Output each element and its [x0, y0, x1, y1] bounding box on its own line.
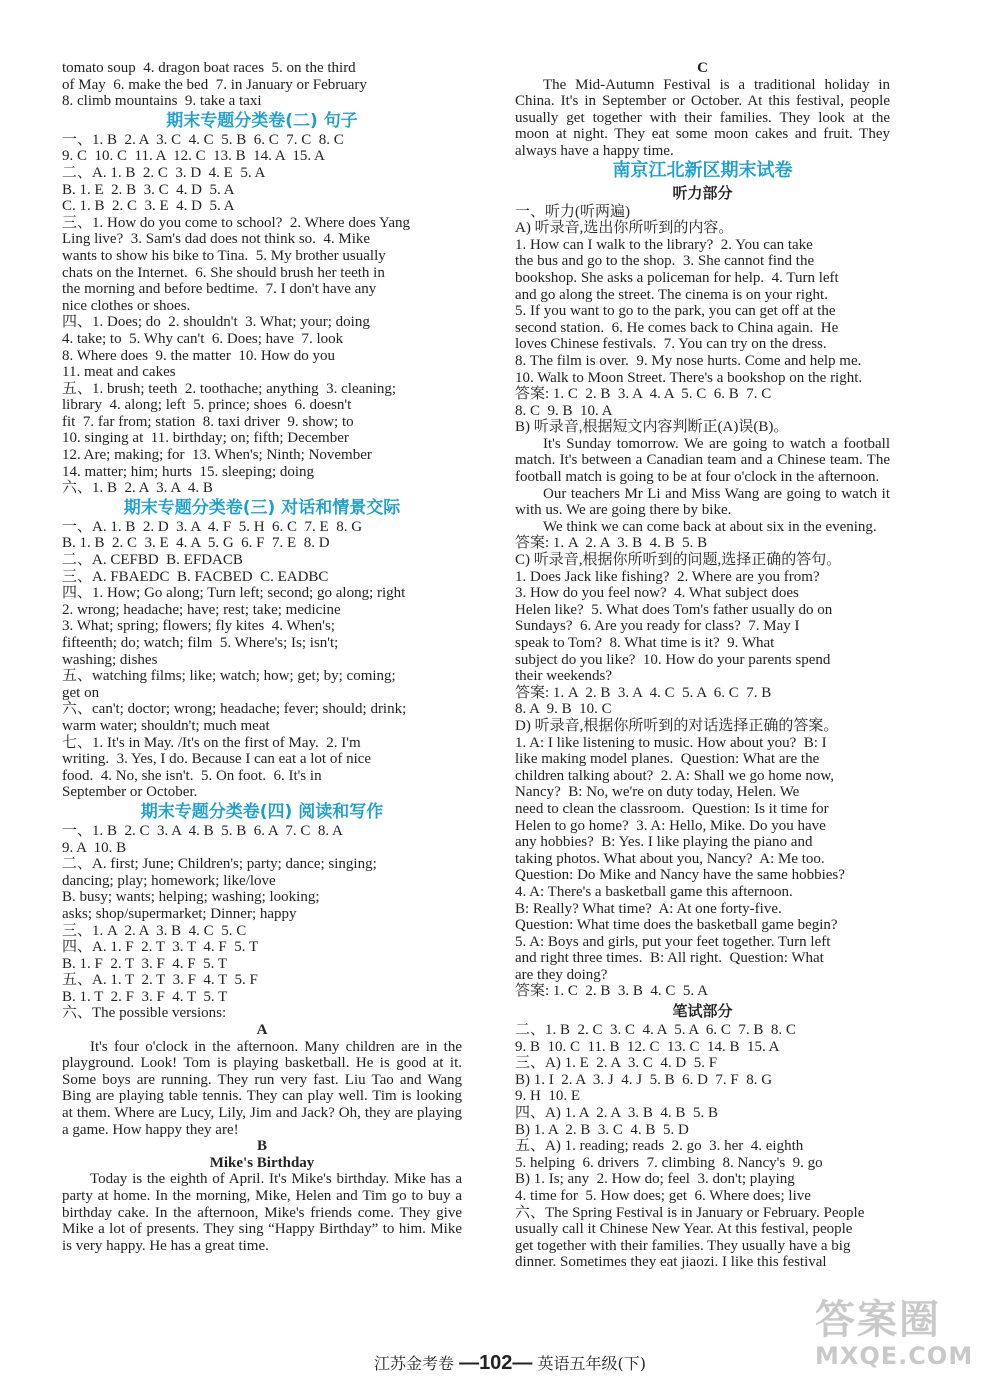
answer-line: 二、A. 1. B 2. C 3. D 4. E 5. A: [62, 164, 266, 181]
listening-title: 听力部分: [672, 183, 733, 202]
answer-line: 四、A. 1. F 2. T 3. T 4. F 5. T: [62, 939, 259, 956]
answer-line: 3. What; spring; flowers; fly kites 4. When's;: [62, 618, 335, 635]
answer-line: food. 4. No, she isn't. 5. On foot. 6. It's in: [62, 767, 322, 784]
essay-a-text: It's four o'clock in the afternoon. Many children are in the playground. Look! Tom is playing basketball. He is good at it. Some boys are running. They run very fast. Liu Tao and Wang Bing are playing table tennis. They can play well. Tim is looking at them. Where are Lucy, Lily, Jim and Jack? Oh, they are playing a game. How happy they are!: [62, 1038, 466, 1138]
answer-line: Question: Do Mike and Nancy have the same hobbies?: [515, 867, 845, 884]
answer-line: 五、watching films; like; watch; how; get; by; coming;: [62, 668, 396, 685]
watermark-logo: [815, 1297, 985, 1377]
answer-line: 8. A 9. B 10. C: [515, 701, 612, 718]
answer-line: Helen to go home? 3. A: Hello, Mike. Do you have: [515, 817, 826, 834]
section-title-reading-writing: 期末专题分类卷(四) 阅读和写作: [140, 801, 384, 822]
answer-line: 答案: 1. A 2. B 3. A 4. C 5. A 6. C 7. B: [515, 684, 772, 701]
answer-line: 六、can't; doctor; wrong; headache; fever; should; drink;: [62, 701, 407, 718]
answer-line: 1. How can I walk to the library? 2. You can take: [515, 236, 813, 253]
answer-line: chats on the Internet. 6. She should brush her teeth in: [62, 264, 385, 281]
answer-line: 3. How do you feel now? 4. What subject does: [515, 585, 799, 602]
answer-line: 9. C 10. C 11. A 12. C 13. B 14. A 15. A: [62, 148, 325, 165]
answer-line: their weekends?: [515, 668, 613, 685]
answer-line: 5. If you want to go to the park, you can get off at the: [515, 303, 836, 320]
answer-line: 答案: 1. C 2. B 3. A 4. A 5. C 6. B 7. C: [515, 386, 772, 403]
answer-line: 12. Are; making; for 13. When's; Ninth; November: [62, 447, 372, 464]
answer-line: September or October.: [62, 784, 198, 801]
answer-line: 1. Does Jack like fishing? 2. Where are you from?: [515, 568, 820, 585]
answer-line: B. 1. B 2. C 3. E 4. A 5. G 6. F 7. E 8. D: [62, 535, 330, 552]
answer-line: B. 1. T 2. F 3. F 4. T 5. T: [62, 988, 228, 1005]
answer-line: 11. meat and cakes: [62, 364, 176, 381]
answer-line: We think we can come back at about six in the evening.: [543, 518, 877, 535]
exam-title: 南京江北新区期末试卷: [612, 159, 793, 181]
section-title-sentences: 期末专题分类卷(二) 句子: [166, 110, 358, 131]
answer-line: 8. C 9. B 10. A: [515, 402, 613, 419]
answer-line: washing; dishes: [62, 651, 158, 668]
intro-answers: [62, 60, 462, 110]
answer-line: of May 6. make the bed 7. in January or February: [62, 76, 367, 93]
page-number: —102—: [459, 1352, 533, 1374]
answer-line: fifteenth; do; watch; film 5. Where's; Is; isn't;: [62, 635, 339, 651]
listening-passage: [515, 435, 894, 536]
answer-line: A) 听录音,选出你所听到的内容。: [515, 220, 734, 237]
answer-line: 一、1. B 2. A 3. C 4. C 5. B 6. C 7. C 8. C: [62, 131, 344, 148]
answer-line: 六、The Spring Festival is in January or February. People: [515, 1204, 865, 1221]
answer-line: Question: What time does the basketball game begin?: [515, 917, 838, 934]
answer-line: B) 1. I 2. A 3. J 4. J 5. B 6. D 7. F 8. G: [515, 1071, 773, 1088]
answer-line: C. 1. B 2. C 3. E 4. D 5. A: [62, 198, 235, 215]
section-sentences-answers: [62, 132, 462, 497]
answer-line: Our teachers Mr Li and Miss Wang are going to watch it with us. We are going there by bike.: [515, 485, 894, 519]
answer-line: 一、听力(听两遍): [515, 203, 630, 220]
answer-line: 三、1. A 2. A 3. B 4. C 5. C: [62, 922, 247, 939]
answer-line: and go along the street. The cinema is on your right.: [515, 286, 828, 303]
essay-b-title: Mike's Birthday: [209, 1154, 315, 1171]
answer-line: 一、1. B 2. C 3. A 4. B 5. B 6. A 7. C 8. A: [62, 822, 343, 839]
answer-line: 六、The possible versions:: [62, 1005, 227, 1022]
listening-part-2: [515, 535, 890, 1000]
answer-line: usually call it Chinese New Year. At this festival, people: [515, 1221, 853, 1238]
answer-line: B. 1. E 2. B 3. C 4. D 5. A: [62, 181, 235, 198]
answer-line: wants to show his bike to Tina. 5. My brother usually: [62, 247, 386, 264]
answer-line: tomato soup 4. dragon boat races 5. on the third: [62, 60, 356, 76]
answer-line: speak to Tom? 8. What time is it? 9. What: [515, 635, 775, 651]
answer-line: are they doing?: [515, 966, 608, 983]
answer-line: 二、A. first; June; Children's; party; dance; singing;: [62, 856, 377, 873]
answer-line: Helen like? 5. What does Tom's father usually do on: [515, 601, 833, 618]
essay-b-text: Today is the eighth of April. It's Mike's birthday. Mike has a party at home. In the morning, Mike, Helen and Tim go to buy a birthday cake. In the afternoon, Mike's friends come. They give Mike a lot of presents. They sing “Happy Birthday” to him. Mike is very happy. He has a great time.: [62, 1171, 466, 1254]
essay-a-label: A: [256, 1022, 268, 1039]
answer-line: library 4. along; left 5. prince; shoes 6. doesn't: [62, 397, 352, 414]
answer-line: Ling live? 3. Sam's dad does not think so. 4. Mike: [62, 231, 371, 248]
answer-line: B. 1. F 2. T 3. F 4. F 5. T: [62, 955, 228, 972]
answer-line: 答案: 1. C 2. B 3. B 4. C 5. A: [515, 983, 708, 1000]
answer-line: get together with their families. They usually have a big: [515, 1237, 851, 1254]
answer-line: fit 7. far from; station 8. taxi driver 9. show; to: [62, 413, 354, 430]
answer-line: asks; shop/supermarket; Dinner; happy: [62, 905, 297, 922]
answer-line: get on: [62, 684, 100, 701]
answer-line: B) 1. Is; any 2. How do; feel 3. don't; playing: [515, 1171, 795, 1188]
answer-line: 2. wrong; headache; have; rest; take; medicine: [62, 601, 341, 618]
essay-b-label: B: [256, 1138, 267, 1155]
answer-line: dancing; play; homework; like/love: [62, 872, 276, 889]
watermark-domain: MXQE.COM: [815, 1342, 974, 1370]
answer-line: 8. climb mountains 9. take a taxi: [62, 93, 262, 110]
page-footer: [300, 1351, 720, 1375]
answer-line: 三、A) 1. E 2. A 3. C 4. D 5. F: [515, 1055, 718, 1072]
answer-line: 一、A. 1. B 2. D 3. A 4. F 5. H 6. C 7. E 8. G: [62, 518, 363, 535]
answer-line: 答案: 1. A 2. A 3. B 4. B 5. B: [515, 535, 708, 552]
answer-line: 二、A. CEFBD B. EFDACB: [62, 552, 243, 569]
answer-line: 四、A) 1. A 2. A 3. B 4. B 5. B: [515, 1105, 718, 1122]
answer-line: 4. time for 5. How does; get 6. Where does; live: [515, 1188, 811, 1204]
answer-line: loves Chinese festivals. 7. You can try on the dress.: [515, 336, 827, 353]
answer-line: 14. matter; him; hurts 15. sleeping; doing: [62, 463, 315, 480]
answer-line: writing. 3. Yes, I do. Because I can eat a lot of nice: [62, 751, 372, 768]
essay-c-label: C: [697, 60, 708, 76]
answer-line: 二、1. B 2. C 3. C 4. A 5. A 6. C 7. B 8. C: [515, 1022, 796, 1039]
section-reading-writing-answers: [62, 823, 462, 1022]
written-title: 笔试部分: [672, 1002, 733, 1021]
answer-line: Nancy? B: No, we're on duty today, Helen. We: [515, 784, 800, 801]
answer-line: 10. singing at 11. birthday; on; fifth; December: [62, 430, 349, 447]
answer-line: the bus and go to the shop. 3. She cannot find the: [515, 253, 815, 270]
answer-line: 五、1. brush; teeth 2. toothache; anything 3. cleaning;: [62, 380, 397, 397]
answer-line: like making model planes. Question: What are the: [515, 751, 820, 768]
answer-line: the morning and before bedtime. 7. I don't have any: [62, 281, 377, 298]
right-column: [515, 60, 894, 1271]
answer-line: It's Sunday tomorrow. We are going to watch a football match. It's between a Canadian team and a Chinese team. The football match is going to be at four o'clock in the afternoon.: [515, 435, 894, 486]
answer-line: 10. Walk to Moon Street. There's a bookshop on the right.: [515, 369, 863, 386]
answer-line: need to clean the classroom. Question: Is it time for: [515, 800, 829, 817]
answer-line: subject do you like? 10. How do your parents spend: [515, 651, 831, 668]
answer-line: any hobbies? B: Yes. I like playing the piano and: [515, 834, 813, 851]
answer-line: C) 听录音,根据你所听到的问题,选择正确的答句。: [515, 552, 842, 569]
answer-line: 五、A. 1. T 2. T 3. F 4. T 5. F: [62, 972, 258, 989]
answer-line: 五、A) 1. reading; reads 2. go 3. her 4. eighth: [515, 1138, 804, 1155]
answer-line: 5. A: Boys and girls, put your feet together. Turn left: [515, 933, 831, 950]
answer-line: 8. The film is over. 9. My nose hurts. Come and help me.: [515, 352, 862, 369]
listening-part-1: [515, 204, 890, 436]
answer-line: D) 听录音,根据你所听到的对话选择正确的答案。: [515, 717, 839, 734]
answer-line: bookshop. She asks a policeman for help. 4. Turn left: [515, 269, 839, 286]
answer-line: 四、1. How; Go along; Turn left; second; go along; right: [62, 585, 406, 602]
answer-line: 六、1. B 2. A 3. A 4. B: [62, 480, 213, 497]
footer-book-title: 江苏金考卷: [373, 1354, 454, 1373]
answer-line: B: Really? What time? A: At one forty-five.: [515, 900, 782, 917]
answer-line: taking photos. What about you, Nancy? A: Me too.: [515, 850, 825, 867]
written-answers: [515, 1022, 890, 1271]
answer-line: 9. A 10. B: [62, 839, 127, 856]
left-column: [62, 60, 466, 1254]
section-title-dialogue: 期末专题分类卷(三) 对话和情景交际: [123, 497, 401, 518]
answer-line: 三、1. How do you come to school? 2. Where does Yang: [62, 214, 411, 231]
answer-line: children talking about? 2. A: Shall we go home now,: [515, 767, 834, 784]
section-dialogue-answers: [62, 519, 462, 801]
answer-line: 8. Where does 9. the matter 10. How do you: [62, 347, 335, 364]
answer-line: 9. B 10. C 11. B 12. C 13. C 14. B 15. A: [515, 1038, 780, 1055]
answer-line: 三、A. FBAEDC B. FACBED C. EADBC: [62, 568, 329, 585]
answer-line: Sundays? 6. Are you ready for class? 7. May I: [515, 618, 800, 635]
answer-line: B. busy; wants; helping; washing; looking;: [62, 889, 320, 906]
answer-line: B) 1. A 2. B 3. C 4. B 5. D: [515, 1121, 689, 1138]
essay-c-text: The Mid-Autumn Festival is a traditional holiday in China. It's in September or October. At this festival, people usually get together with their families. They look at the moon at night. They eat some moon cakes and fruit. They always have a happy time.: [515, 76, 894, 159]
watermark-chinese: 答案圈: [815, 1297, 941, 1343]
answer-line: nice clothes or shoes.: [62, 297, 191, 314]
answer-line: 四、1. Does; do 2. shouldn't 3. What; your; doing: [62, 314, 370, 331]
answer-line: and right three times. B: All right. Question: What: [515, 950, 824, 967]
answer-line: warm water; shouldn't; much meat: [62, 717, 270, 734]
answer-line: 七、1. It's in May. /It's on the first of May. 2. I'm: [62, 734, 361, 751]
answer-line: 1. A: I like listening to music. How about you? B: I: [515, 734, 827, 751]
answer-line: dinner. Sometimes they eat jiaozi. I like this festival: [515, 1254, 827, 1271]
answer-line: 5. helping 6. drivers 7. climbing 8. Nancy's 9. go: [515, 1154, 823, 1171]
answer-line: 9. H 10. E: [515, 1088, 580, 1105]
answer-line: second station. 6. He comes back to China again. He: [515, 319, 839, 336]
answer-line: 4. take; to 5. Why can't 6. Does; have 7. look: [62, 330, 344, 347]
footer-subject: 英语五年级(下): [537, 1354, 647, 1373]
answer-line: 4. A: There's a basketball game this afternoon.: [515, 883, 793, 900]
answer-line: B) 听录音,根据短文内容判断正(A)误(B)。: [515, 419, 789, 436]
